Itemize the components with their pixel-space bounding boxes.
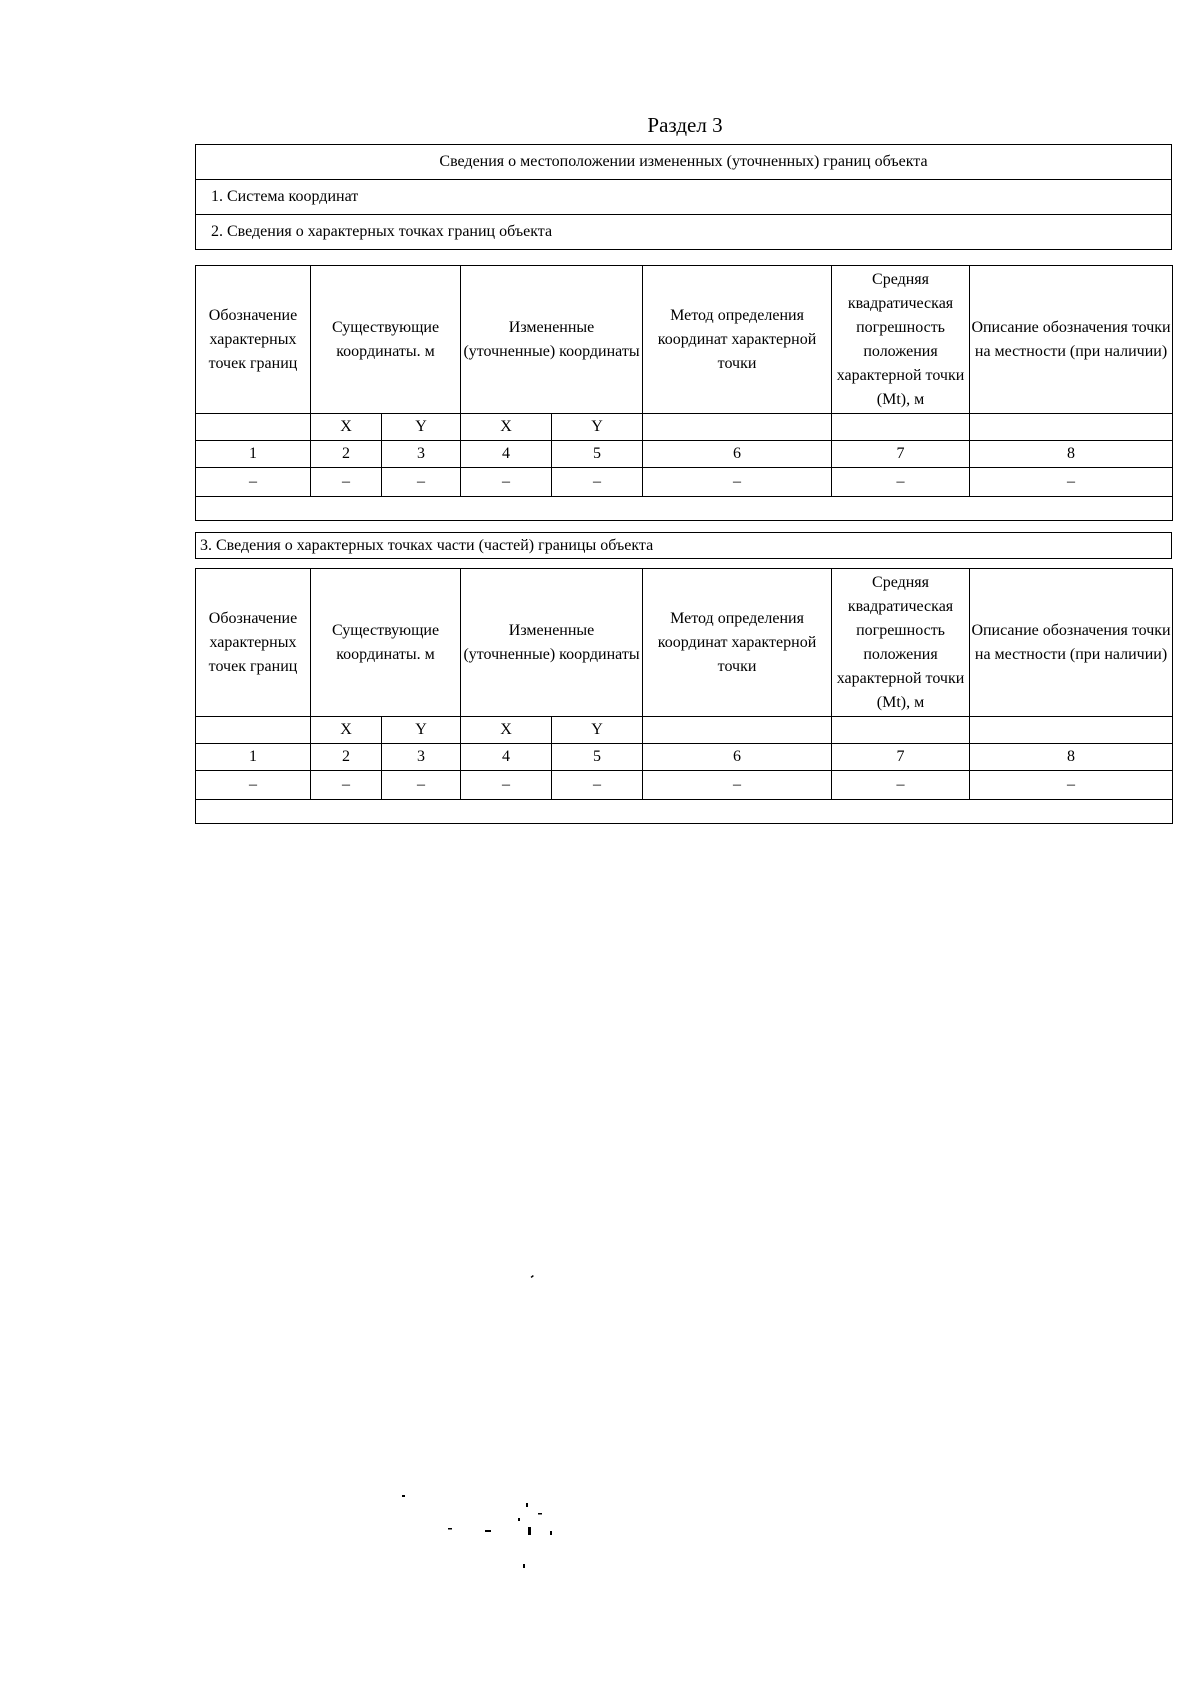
column-number: 7 (832, 441, 970, 468)
changed-y-header: Y (552, 717, 643, 744)
column-number: 1 (196, 744, 311, 771)
table-row (196, 771, 1173, 800)
blank-row (196, 497, 1173, 521)
column-number: 3 (382, 441, 461, 468)
dash-cell: – (196, 468, 311, 497)
xy-empty-cell (832, 414, 970, 441)
column-number: 8 (970, 441, 1173, 468)
column-number: 2 (311, 441, 382, 468)
header-description: Описание обозначения точки на местности (при наличии) (970, 569, 1173, 717)
header-changed-coordinates: Измененные (уточненные) координаты (461, 266, 643, 414)
dash-cell: – (311, 771, 382, 800)
header-description: Описание обозначения точки на местности (при наличии) (970, 266, 1173, 414)
xy-empty-cell (970, 414, 1173, 441)
changed-x-header: X (461, 414, 552, 441)
existing-x-header: X (311, 717, 382, 744)
boundary-info-table (195, 144, 1172, 250)
column-number: 6 (643, 744, 832, 771)
header-existing-coordinates: Существующие координаты. м (311, 266, 461, 414)
section-title: Раздел 3 (647, 113, 723, 137)
header-existing-coordinates: Существующие координаты. м (311, 569, 461, 717)
column-numbers-row (196, 441, 1173, 468)
dash-cell: – (196, 771, 311, 800)
column-number: 5 (552, 744, 643, 771)
column-number: 4 (461, 744, 552, 771)
column-numbers-row (196, 744, 1173, 771)
header-method: Метод определения координат характерной точки (643, 266, 832, 414)
column-number: 3 (382, 744, 461, 771)
block-title: Сведения о местоположении измененных (уточненных) границ объекта (196, 145, 1172, 180)
xy-empty-cell (643, 414, 832, 441)
existing-y-header: Y (382, 414, 461, 441)
column-number: 5 (552, 441, 643, 468)
column-number: 6 (643, 441, 832, 468)
existing-x-header: X (311, 414, 382, 441)
header-method: Метод определения координат характерной точки (643, 569, 832, 717)
header-changed-coordinates: Измененные (уточненные) координаты (461, 569, 643, 717)
part-boundary-points-table (195, 568, 1173, 824)
dash-cell: – (382, 771, 461, 800)
column-number: 7 (832, 744, 970, 771)
table-row (196, 468, 1173, 497)
dash-cell: – (461, 771, 552, 800)
header-mean-error: Средняя квадратическая погрешность положения характерной точки (Mt), м (832, 569, 970, 717)
blank-row (196, 800, 1173, 824)
boundary-points-label: 2. Сведения о характерных точках границ объекта (196, 215, 1172, 250)
column-number: 8 (970, 744, 1173, 771)
part-boundary-label: 3. Сведения о характерных точках части (частей) границы объекта (196, 533, 1172, 559)
dash-cell: – (970, 468, 1173, 497)
column-number: 4 (461, 441, 552, 468)
header-mean-error: Средняя квадратическая погрешность положения характерной точки (Mt), м (832, 266, 970, 414)
changed-x-header: X (461, 717, 552, 744)
dash-cell: – (643, 468, 832, 497)
header-point-designation: Обозначение характерных точек границ (196, 266, 311, 414)
dash-cell: – (461, 468, 552, 497)
scan-artifacts (400, 1270, 580, 1590)
dash-cell: – (970, 771, 1173, 800)
column-number: 2 (311, 744, 382, 771)
dash-cell: – (382, 468, 461, 497)
boundary-points-table (195, 265, 1173, 521)
dash-cell: – (552, 771, 643, 800)
xy-empty-cell (196, 717, 311, 744)
existing-y-header: Y (382, 717, 461, 744)
part-boundary-section (195, 532, 1172, 559)
column-number: 1 (196, 441, 311, 468)
header-point-designation: Обозначение характерных точек границ (196, 569, 311, 717)
coordinate-system-label: 1. Система координат (196, 180, 1172, 215)
dash-cell: – (832, 468, 970, 497)
dash-cell: – (643, 771, 832, 800)
xy-empty-cell (196, 414, 311, 441)
dash-cell: – (832, 771, 970, 800)
dash-cell: – (552, 468, 643, 497)
changed-y-header: Y (552, 414, 643, 441)
xy-empty-cell (970, 717, 1173, 744)
xy-empty-cell (643, 717, 832, 744)
xy-empty-cell (832, 717, 970, 744)
dash-cell: – (311, 468, 382, 497)
